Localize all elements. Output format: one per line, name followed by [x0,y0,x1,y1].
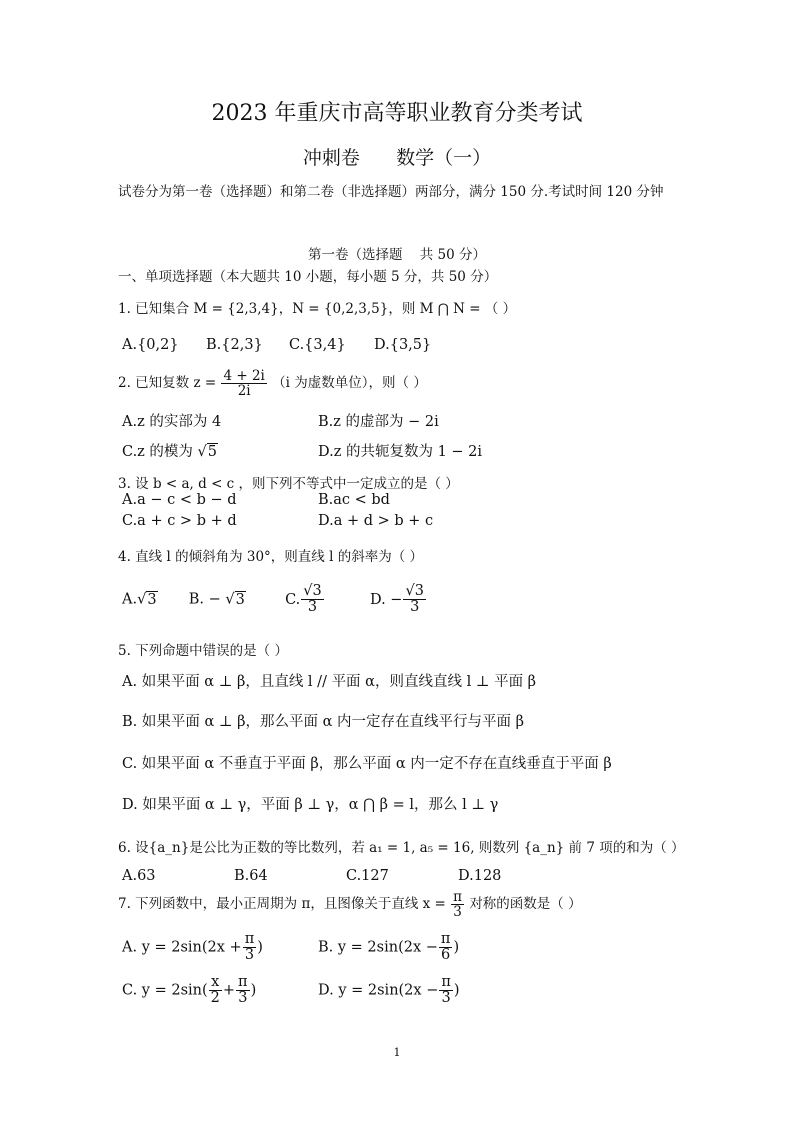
exam-intro: 试卷分为第一卷（选择题）和第二卷（非选择题）两部分，满分 150 分.考试时间 120 分钟 [118,184,664,200]
q4-option-c-text: C. [285,591,301,608]
q7-option-a-pre: A. y = 2sin(2x + [122,939,242,956]
q7-option-c-num1: x [209,975,222,991]
q2-denominator: 2i [237,383,251,400]
question-5-stem: 5. 下列命题中错误的是（ ） [118,643,288,659]
q4-option-b-radicand: 3 [235,591,245,608]
q2-option-c [122,440,218,461]
q6-option-a: A.63 [122,868,156,884]
q6-option-b: B.64 [234,868,268,884]
q7-stem-num: π [453,889,463,905]
q7-option-d-post: ) [453,982,460,999]
section-heading: 一、单项选择题（本大题共 10 小题，每小题 5 分，共 50 分） [118,269,498,285]
q7-option-b-pre: B. y = 2sin(2x − [318,939,438,956]
q4-options [122,584,427,615]
q4-option-c-den: 3 [307,599,318,616]
q5-option-c: C. 如果平面 α 不垂直于平面 β，那么平面 α 内一定不存在直线垂直于平面 β [122,756,612,772]
q7-stem-post: 对称的函数是（ ） [469,896,582,913]
q7-option-d [318,975,460,1006]
q4-option-a-text: A.√ [122,591,147,608]
q1-option-a: A.{0,2} [122,337,179,353]
q3-option-b: B.ac < bd [318,492,390,508]
q2-option-c-radicand: 5 [207,444,218,460]
q7-option-c-den2: 3 [238,990,248,1007]
q7-option-b-den: 6 [441,947,451,964]
q6-option-d: D.128 [458,868,502,884]
q4-option-c-num: √3 [303,583,322,599]
q4-option-a-radicand: 3 [147,591,157,608]
q7-stem-den: 3 [453,904,462,921]
q4-option-d-den: 3 [410,599,420,616]
q2-option-d: D.z 的共轭复数为 1 − 2i [318,444,483,460]
q3-option-d: D.a + d > b + c [318,513,434,529]
q7-option-c-num2: π [238,974,248,990]
q7-option-a-den: 3 [244,947,255,964]
q2-option-c-text: C.z 的模为 √ [122,444,207,460]
q7-option-d-den: 3 [441,990,451,1007]
q2-option-a: A.z 的实部为 4 [122,414,222,430]
question-4-stem: 4. 直线 l 的倾斜角为 30°，则直线 l 的斜率为（ ） [118,549,423,565]
q2-stem-post: （i 为虚数单位），则（ ） [272,375,427,392]
q4-option-a [122,591,158,608]
q7-stem-pre: 7. 下列函数中，最小正周期为 π，且图像关于直线 x = [118,896,446,913]
question-2-stem [118,369,427,398]
q3-option-c: C.a + c > b + d [122,513,237,529]
q3-option-a: A.a − c < b − d [122,492,237,508]
q7-option-c-mid: + [222,982,236,999]
q7-option-c-den1: 2 [210,990,220,1007]
q5-option-a: A. 如果平面 α ⊥ β，且直线 l // 平面 α，则直线直线 l ⊥ 平面 β [122,674,537,690]
q7-option-a-post: ) [257,939,263,956]
q7-option-c-pre: C. y = 2sin( [122,982,208,999]
question-3-stem: 3. 设 b < a, d < c ，则下列不等式中一定成立的是（ ） [118,476,459,492]
q7-option-a-num: π [244,931,255,947]
q7-option-b-num: π [440,931,451,947]
q2-numerator: 4 + 2i [223,368,265,384]
question-6-stem: 6. 设{a_n}是公比为正数的等比数列，若 a₁ = 1, a₅ = 16, 则数列 {a_n} 前 7 项的和为（ ） [118,840,685,856]
q4-option-c [285,583,325,616]
q4-option-d-text: D. − [369,591,403,608]
q4-option-b [189,591,246,608]
q6-option-c: C.127 [346,868,389,884]
q7-option-b-post: ) [453,939,460,956]
q4-option-b-text: B. − √ [188,591,235,608]
q7-option-a [122,932,263,963]
q4-option-d-num: √3 [405,583,424,599]
q7-option-c [122,975,256,1006]
exam-title: 2023 年重庆市高等职业教育分类考试 [211,101,583,126]
q1-option-c: C.{3,4} [289,337,346,353]
q4-option-d [369,583,427,616]
q2-option-b: B.z 的虚部为 − 2i [318,414,439,430]
q7-option-b [318,932,459,963]
question-7-stem [118,890,582,919]
q1-option-b: B.{2,3} [206,337,263,353]
q7-option-d-num: π [441,974,451,990]
q2-stem-pre: 2. 已知复数 z = [118,375,217,392]
q7-option-c-post: ) [250,982,257,999]
q5-option-b: B. 如果平面 α ⊥ β，那么平面 α 内一定存在直线平行与平面 β [122,714,525,730]
q7-option-d-pre: D. y = 2sin(2x − [318,982,439,999]
question-1-stem: 1. 已知集合 M = {2,3,4}，N = {0,2,3,5}，则 M ⋂ N = （ ） [118,301,517,317]
q1-option-d: D.{3,5} [374,337,432,353]
exam-subtitle: 冲刺卷 数学（一） [302,147,492,169]
q5-option-d: D. 如果平面 α ⊥ γ，平面 β ⊥ γ，α ⋂ β = l，那么 l ⊥ γ [122,797,499,813]
section-title: 第一卷（选择题 共 50 分） [308,247,486,263]
q2-fraction [221,369,266,398]
page-number: 1 [393,1046,401,1059]
